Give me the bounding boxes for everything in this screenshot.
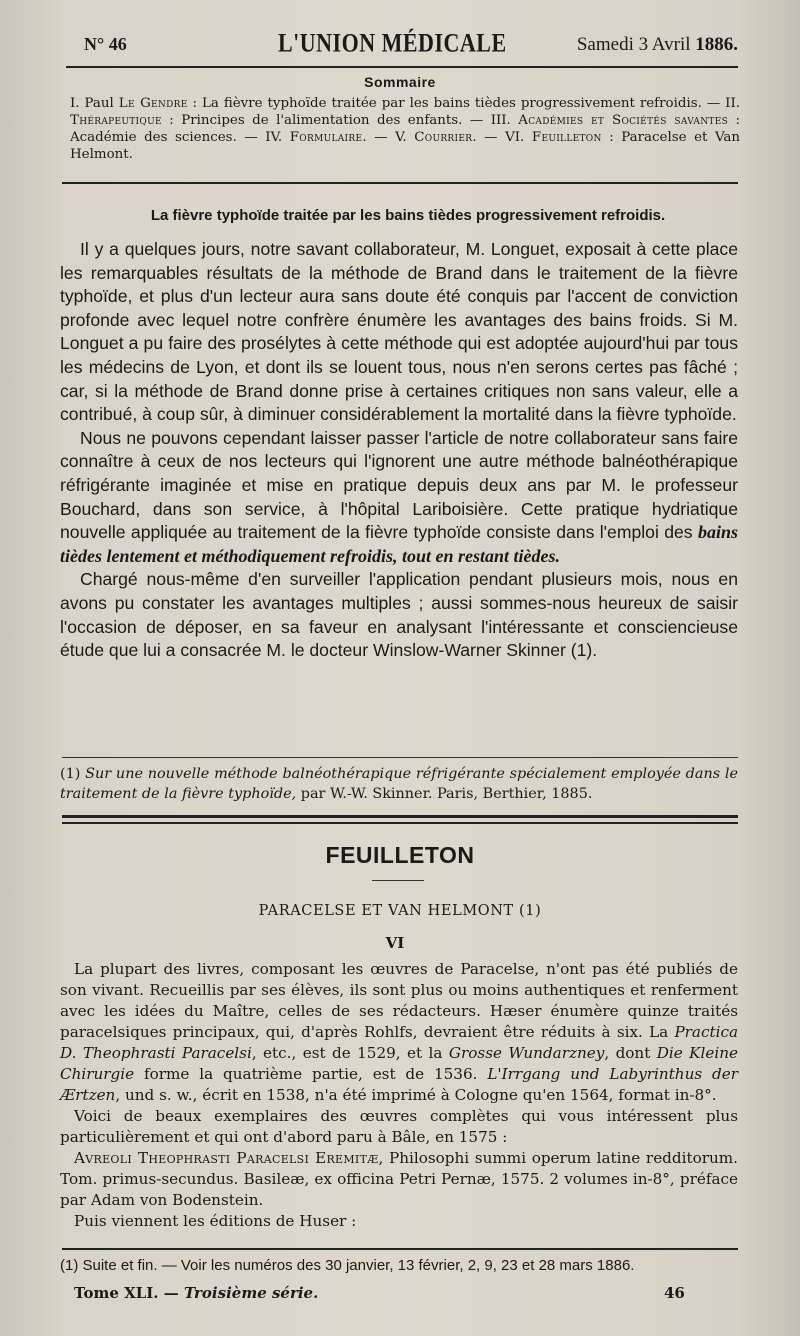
feuilleton-title: FEUILLETON [325,842,475,868]
sommaire-part: : La fièvre typhoïde traitée par les bains tièdes progressivement refroidis. — II. [187,96,740,111]
sommaire-author: Le Gendre [118,96,188,111]
feuilleton-subtitle: PARACELSE ET VAN HELMONT (1) [258,903,542,919]
article-paragraph-1: Il y a quelques jours, notre savant collaborateur, M. Longuet, exposait à cette place les remarquables résultats de la méthode de Brand dans le traitement de la fièvre typhoïde, et plus d'un lecteur aura sans doute été conquis par l'accent de conviction profonde avec lequel notre confrère énumère les avantages des bains froids. Si M. Longuet a pu faire des prosélytes à cette méthode qui est adoptée aujourd'hui par tous les médecins de Lyon, et dont ils se louent tous, nous n'en serons certes pas fâché ; car, si la méthode de Brand donne prise à certaines critiques non sans valeur, elle a contribué, à coup sûr, à diminuer considérablement la mortalité dans la fièvre typhoïde. [60,239,738,425]
sommaire-part: I. Paul [70,96,119,111]
sommaire-part: : Paracelse et Van Helmont. [70,130,740,162]
article-title: La fièvre typhoïde traitée par les bains tièdes progressivement refroidis. [150,207,666,224]
issue-date-year: 1886. [695,34,738,55]
book-title: L'Irrgang und Labyrinthus der Ærtzen [60,1065,738,1104]
feuilleton-text: , etc., est de 1529, et la [251,1044,449,1062]
sommaire-part: . — VI. [472,130,532,145]
sommaire-section: Feuilleton [531,130,602,145]
feuilleton-short-rule [372,880,424,881]
feuilleton-footnote: (1) Suite et fin. — Voir les numéros des 30 janvier, 13 février, 2, 9, 23 et 28 mars 1886. [60,1257,635,1274]
page-number: 46 [664,1284,685,1302]
volume-info [74,1284,318,1302]
issue-date [577,34,738,56]
sommaire-title: Sommaire [364,74,436,90]
volume-serie: Troisième série. [183,1284,319,1302]
article-paragraph-2 [60,427,738,569]
sommaire-part: : Principes de l'alimentation des enfants. — III. [161,113,519,128]
feuilleton-footnote-rule [62,1248,738,1250]
sommaire-rule [62,182,738,184]
article-body [60,238,738,663]
article-paragraph-2-emphasis: bains tièdes lentement et méthodiquement refroidis, tout en restant tièdes. [60,522,738,566]
feuilleton-rule-top [62,815,738,818]
sommaire-part: : Académie des sciences. — IV. [70,113,740,145]
footnote-rule [62,757,738,758]
footnote-number: (1) [60,766,86,782]
issue-date-day: Samedi 3 Avril [576,34,696,55]
issue-number: N° 46 [84,34,127,54]
feuilleton-rule-bottom [62,822,738,824]
sommaire-text [70,95,740,163]
sommaire-section: Formulaire [289,130,363,145]
feuilleton-body [60,959,738,1232]
article-paragraph-3: Chargé nous-même d'en surveiller l'application pendant plusieurs mois, nous en avons pu constater les avantages multiples ; aussi sommes-nous heureux de saisir l'occasion de déposer, en sa faveur en analysant l'intéressante et consciencieuse étude que lui a consacrée M. le docteur Winslow-Warner Skinner (1). [60,569,738,661]
feuilleton-paragraph-4: Puis viennent les éditions de Huser : [74,1212,357,1230]
footnote-source: par W.-W. Skinner. Paris, Berthier, 1885. [296,786,593,802]
article-footnote [60,764,738,804]
sommaire-section: Courrier [414,130,473,145]
feuilleton-chapter: VI [385,934,405,952]
footnote-title: Sur une nouvelle méthode balnéothérapique réfrigérante spécialement employée dans le traitement de la fièvre typhoïde, [60,766,738,802]
author-name: Avreoli Theophrasti Paracelsi Eremitæ [74,1149,379,1167]
feuilleton-paragraph-2: Voici de beaux exemplaires des œuvres complètes qui vous intéressent plus particulièrement et qui ont d'abord paru à Bâle, en 1575 : [60,1107,738,1146]
book-title: Practica D. Theophrasti Paracelsi [60,1023,738,1062]
book-title: Grosse Wundarzney [448,1044,605,1062]
feuilleton-paragraph-1 [60,959,738,1106]
volume-tome: Tome XLI. — [74,1284,184,1302]
feuilleton-text: , dont [604,1044,657,1062]
page-header [78,28,738,68]
feuilleton-text: , und s. w., écrit en 1538, n'a été imprimé à Cologne qu'en 1564, format in-8°. [115,1086,717,1104]
header-rule [66,66,738,68]
journal-title: L'UNION MÉDICALE [278,27,507,58]
feuilleton-text: , Philosophi summi operum latine redditorum. Tom. primus-secundus. Basileæ, ex officina Petri Pernæ, 1575. 2 volumes in-8°, préface par Adam von Bodenstein. [60,1149,738,1209]
sommaire-part: . — V. [362,130,415,145]
sommaire-section: Académies et Sociétés savantes [518,113,729,128]
book-title: Die Kleine Chirurgie [60,1044,738,1083]
sommaire-section: Thérapeutique [70,113,162,128]
feuilleton-text: forme la quatrième partie, est de 1536. [134,1065,488,1083]
feuilleton-text: La plupart des livres, composant les œuvres de Paracelse, n'ont pas été publiés de son vivant. Recueillis par ses élèves, ils sont plus ou moins authentiques et renferment avec les idées du Maître, celles de ses rédacteurs. Hæser énumère quinze traités paracelsiques principaux, qui, d'après Rohlfs, devraient être réduits à six. La [60,960,738,1041]
feuilleton-paragraph-3 [60,1148,738,1211]
article-paragraph-2-text: Nous ne pouvons cependant laisser passer l'article de notre collaborateur sans faire connaître à ceux de nos lecteurs qui l'ignorent une autre méthode balnéothérapique réfrigérante imaginée et mise en pratique depuis deux ans par M. le professeur Bouchard, dans son service, à l'hôpital Lariboisière. Cette pratique hydriatique nouvelle appliquée au traitement de la fièvre typhoïde consiste dans l'emploi des [60,427,738,543]
